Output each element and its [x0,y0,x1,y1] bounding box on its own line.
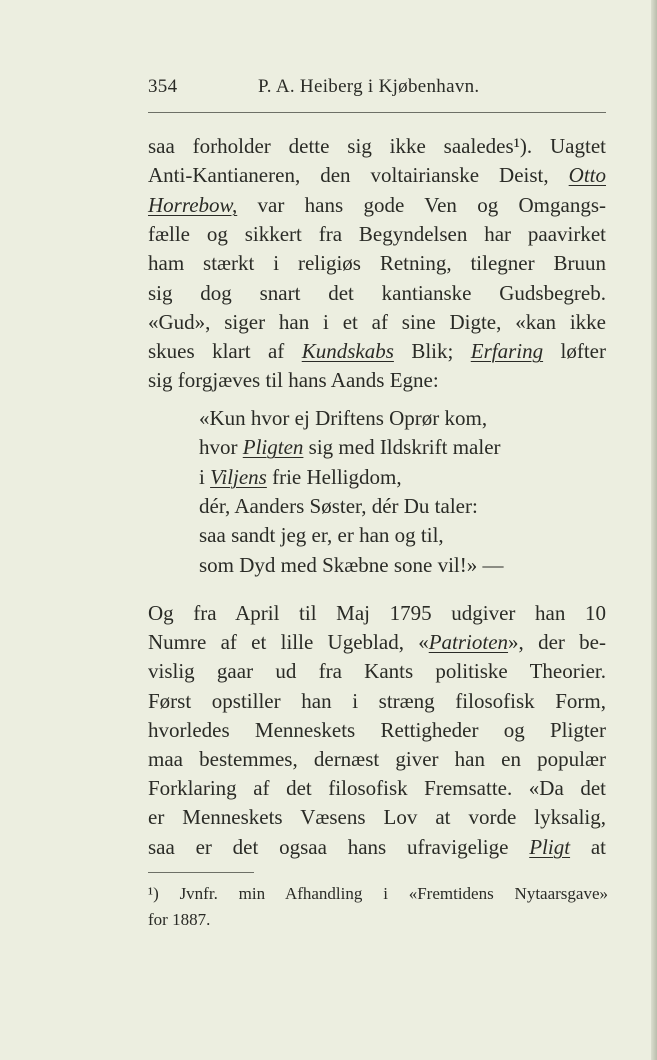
emphasized-word: Pligt [529,834,571,859]
verse-line [199,463,599,492]
text-segment: frie Helligdom, [266,464,402,489]
text-segment: «Gud», siger han i et af sine Digte, «kan ikke [148,309,606,334]
footnote-text-2: for 1887. [148,910,211,929]
verse-line [199,433,599,462]
text-segment: saa sandt jeg er, er han og til, [199,523,444,548]
footnote-rule [148,872,254,873]
verse-line [199,521,599,550]
text-segment: sig dog snart det kantianske Gudsbegreb. [148,280,606,305]
paragraph-2-line [148,803,606,832]
paragraph-2-line [148,716,606,745]
text-segment: skues klart af [148,339,302,364]
text-segment: sig med Ildskrift maler [303,435,501,460]
emphasized-word: Pligten [242,435,304,460]
text-segment: Først opstiller han i stræng filosofisk Form, [148,688,606,713]
emphasized-word: Horrebow, [148,192,238,217]
text-segment: hvorledes Menneskets Rettigheder og Pligter [148,717,606,742]
text-segment: Blik; [393,339,471,364]
footnote-line-2 [148,908,608,932]
verse-line [199,492,599,521]
paragraph-1-line [148,220,606,249]
paragraph-1-line [148,249,606,278]
text-segment: fælle og sikkert fra Begyndelsen har paavirket [148,221,606,246]
emphasized-word: Kundskabs [301,339,394,364]
running-title: P. A. Heiberg i Kjøbenhavn. [258,76,480,97]
text-segment: maa bestemmes, dernæst giver han en populær [148,747,606,771]
header-rule [148,112,606,113]
text-segment: Forklaring af det filosofisk Fremsatte. «Da det [148,776,606,801]
paragraph-2-line [148,657,606,686]
text-segment: at [570,834,606,859]
verse-line [199,404,599,433]
verse-line [199,551,599,580]
footnote-line-1 [148,882,608,906]
paragraph-2-line [148,628,606,657]
text-segment: hvor [199,435,243,460]
text-segment: », der be- [508,630,606,655]
emphasized-word: Viljens [210,464,267,489]
page-edge [651,0,657,1060]
paragraph-1-line [148,308,606,337]
paragraph-2-line [148,599,606,628]
text-segment: løfter [543,339,606,364]
text-segment: er Menneskets Væsens Lov at vorde lyksalig, [148,805,606,830]
emphasized-word: Erfaring [470,339,544,364]
text-segment: saa er det ogsaa hans ufravigelige [148,834,530,859]
paragraph-1-line [148,366,606,395]
text-segment: saa forholder dette sig ikke saaledes¹). Uagtet [148,134,606,158]
page-header [148,76,606,106]
text-segment: Anti-Kantianeren, den voltairianske Deist, [148,163,569,188]
paragraph-1-line [148,279,606,308]
text-segment: var hans gode Ven og Omgangs- [237,192,606,217]
text-segment: Og fra April til Maj 1795 udgiver han 10 [148,601,606,625]
paragraph-1-line [148,191,606,220]
paragraph-2-line [148,687,606,716]
paragraph-2-line [148,774,606,803]
paragraph-1-line [148,337,606,366]
emphasized-word: Patrioten [428,630,509,655]
text-segment: dér, Aanders Søster, dér Du taler: [199,493,478,518]
page-number: 354 [148,76,178,97]
text-segment: som Dyd med Skæbne sone vil!» — [199,552,504,577]
paragraph-1-line [148,161,606,190]
text-segment: sig forgjæves til hans Aands Egne: [148,368,439,393]
paragraph-1-line [148,132,606,161]
text-segment: «Kun hvor ej Driftens Oprør kom, [199,406,488,430]
text-segment: vislig gaar ud fra Kants politiske Theorier. [148,659,606,684]
paragraph-2-line [148,833,606,862]
text-segment: i [199,464,211,489]
text-segment: ham stærkt i religiøs Retning, tilegner Bruun [148,251,606,276]
emphasized-word: Otto [568,163,606,188]
paragraph-2-line [148,745,606,774]
text-segment: Numre af et lille Ugeblad, « [148,630,429,655]
footnote-text-1: ¹) Jvnfr. min Afhandling i «Fremtidens Nytaarsgave» [148,884,608,903]
